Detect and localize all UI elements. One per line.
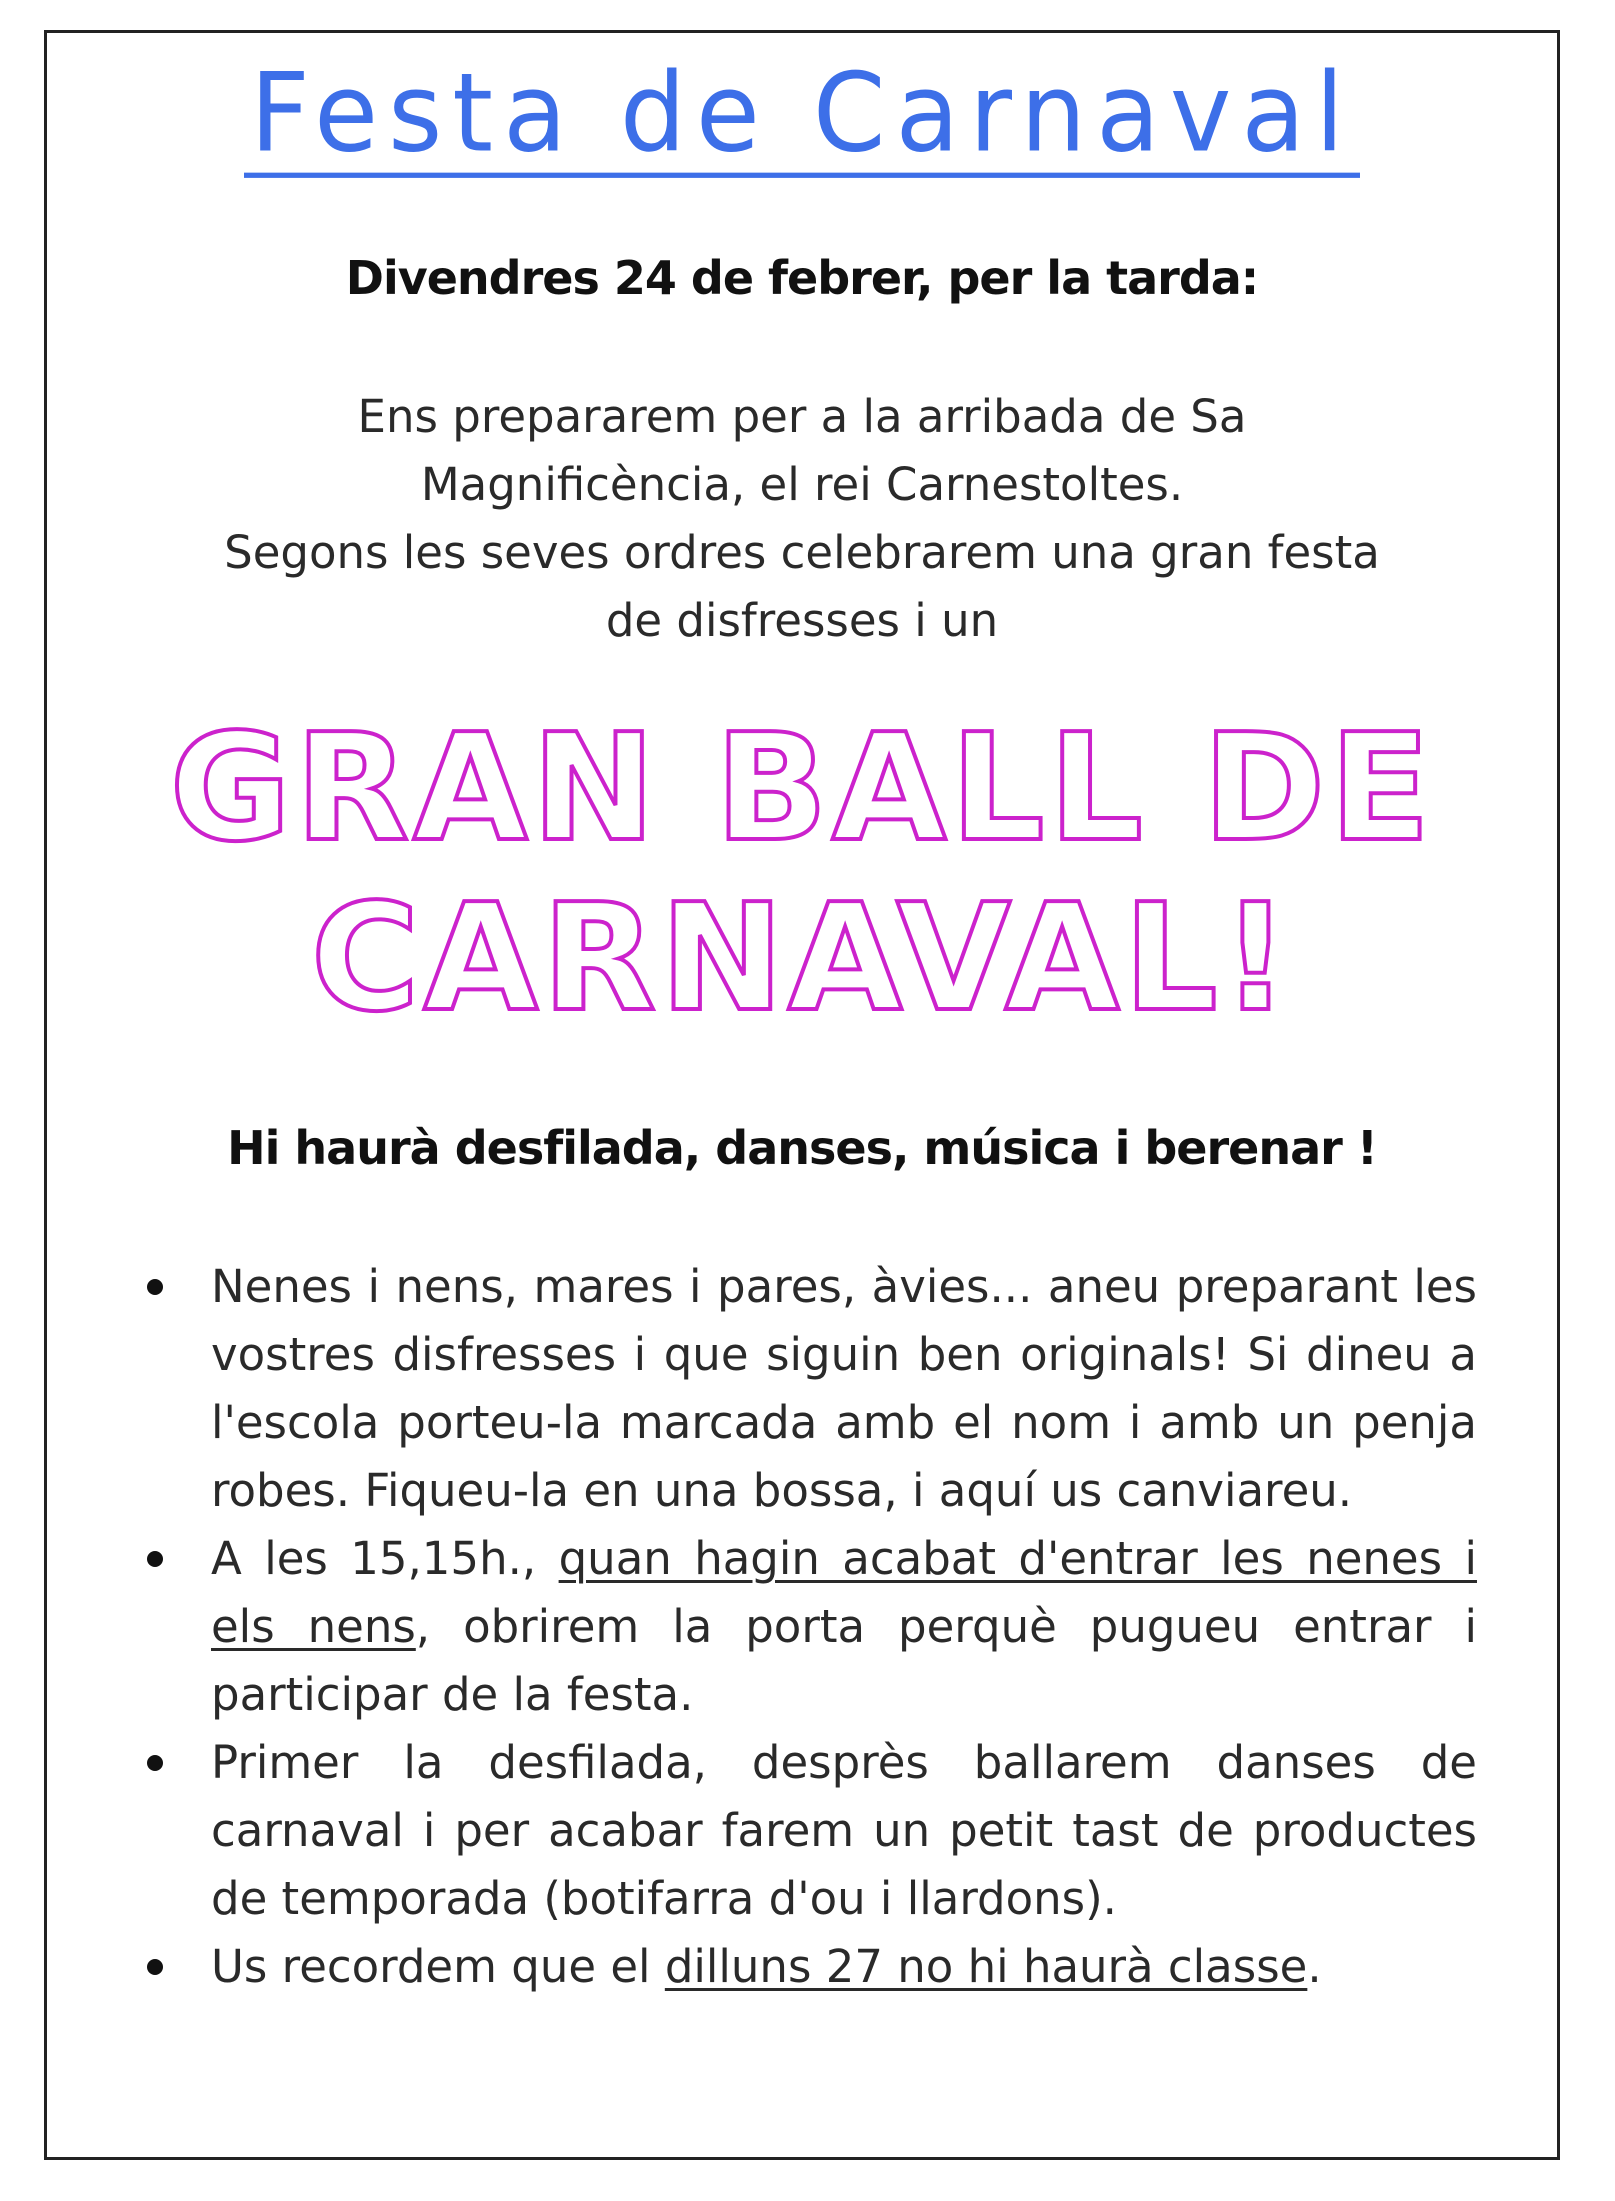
underlined-text: quan hagin acabat d'entrar les nenes i els nens — [211, 1532, 1477, 1653]
list-item-text: , obrirem la porta perquè pugueu entrar i participar de la festa. — [211, 1600, 1478, 1721]
list-item — [147, 1253, 1477, 1525]
list-item-text: Nenes i nens, mares i pares, àvies... aneu preparant les vostres disfresses i que siguin ben originals! Si dineu a l'escola porteu-la marcada amb el nom i amb un penja robes. Fiqueu-la en una bossa, i aquí us canviareu. — [211, 1260, 1477, 1517]
list-item — [147, 1933, 1477, 2001]
list-item-text: . — [1307, 1940, 1322, 1993]
intro-line: Segons les seves ordres celebrarem una gran festa — [224, 526, 1380, 579]
intro-paragraph — [107, 383, 1497, 655]
list-item — [147, 1525, 1477, 1729]
underlined-text: dilluns 27 no hi haurà classe — [664, 1940, 1308, 1993]
bullet-icon — [147, 1959, 163, 1975]
flyer-frame — [44, 30, 1560, 2160]
bullet-icon — [147, 1755, 163, 1771]
intro-line: de disfresses i un — [605, 594, 999, 647]
intro-line: Magnificència, el rei Carnestoltes. — [420, 458, 1184, 511]
bullet-icon — [147, 1279, 163, 1295]
big-title-line-2: CARNAVAL! — [310, 872, 1294, 1044]
title-text: Festa de Carnaval — [244, 56, 1360, 178]
list-item-text: Us recordem que el — [211, 1940, 665, 1993]
big-title-line-1: GRAN BALL DE — [169, 702, 1435, 874]
page-title — [47, 48, 1557, 177]
list-item-text: Primer la desfilada, desprès ballarem danses de carnaval i per acabar farem un petit tast de productes de temporada (botifarra d'ou i llardons). — [211, 1736, 1477, 1925]
intro-line: Ens prepararem per a la arribada de Sa — [357, 390, 1247, 443]
highlight-line: Hi haurà desfilada, danses, música i berenar ! — [227, 1121, 1377, 1175]
bullet-icon — [147, 1551, 163, 1567]
list-item-text: A les 15,15h., — [211, 1532, 559, 1585]
info-list — [147, 1253, 1477, 2001]
date-line: Divendres 24 de febrer, per la tarda: — [345, 251, 1259, 305]
big-title — [47, 703, 1557, 1043]
list-item — [147, 1729, 1477, 1933]
